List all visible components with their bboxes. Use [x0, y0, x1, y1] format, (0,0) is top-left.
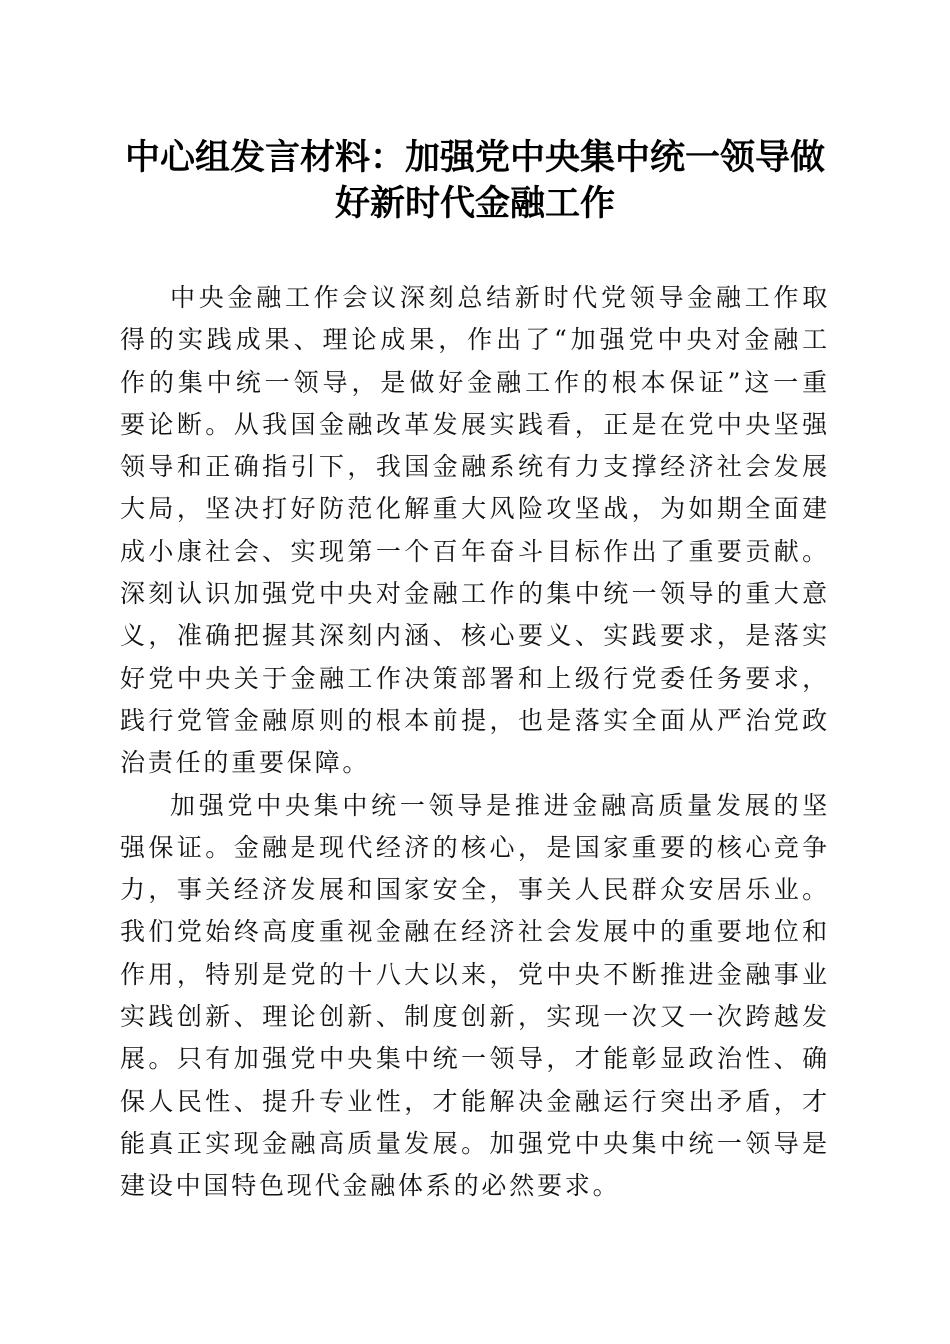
title-line-1: 中心组发言材料：加强党中央集中统一领导做 [124, 137, 825, 178]
paragraph-2: 加强党中央集中统一领导是推进金融高质量发展的坚强保证。金融是现代经济的核心，是国家重要的核心竞争力，事关经济发展和国家安全，事关人民群众安居乐业。我们党始终高度重视金融在经济社会发展中的重要地位和作用，特别是党的十八大以来，党中央不断推进金融事业实践创新、理论创新、制度创新，实现一次又一次跨越发展。只有加强党中央集中统一领导，才能彰显政治性、确保人民性、提升专业性，才能解决金融运行突出矛盾，才能真正实现金融高质量发展。加强党中央集中统一领导是建设中国特色现代金融体系的必然要求。 [120, 790, 830, 1201]
paragraph-1: 中央金融工作会议深刻总结新时代党领导金融工作取得的实践成果、理论成果，作出了“加强党中央对金融工作的集中统一领导，是做好金融工作的根本保证”这一重要论断。从我国金融改革发展实践看，正是在党中央坚强领导和正确指引下，我国金融系统有力支撑经济社会发展大局，坚决打好防范化解重大风险攻坚战，为如期全面建成小康社会、实现第一个百年奋斗目标作出了重要贡献。深刻认识加强党中央对金融工作的集中统一领导的重大意义，准确把握其深刻内涵、核心要义、实践要求，是落实好党中央关于金融工作决策部署和上级行党委任务要求，践行党管金融原则的根本前提，也是落实全面从严治党政治责任的重要保障。 [120, 283, 830, 778]
document-title [110, 135, 840, 227]
title-line-2: 好新时代金融工作 [334, 183, 615, 224]
document-body [120, 277, 830, 1208]
